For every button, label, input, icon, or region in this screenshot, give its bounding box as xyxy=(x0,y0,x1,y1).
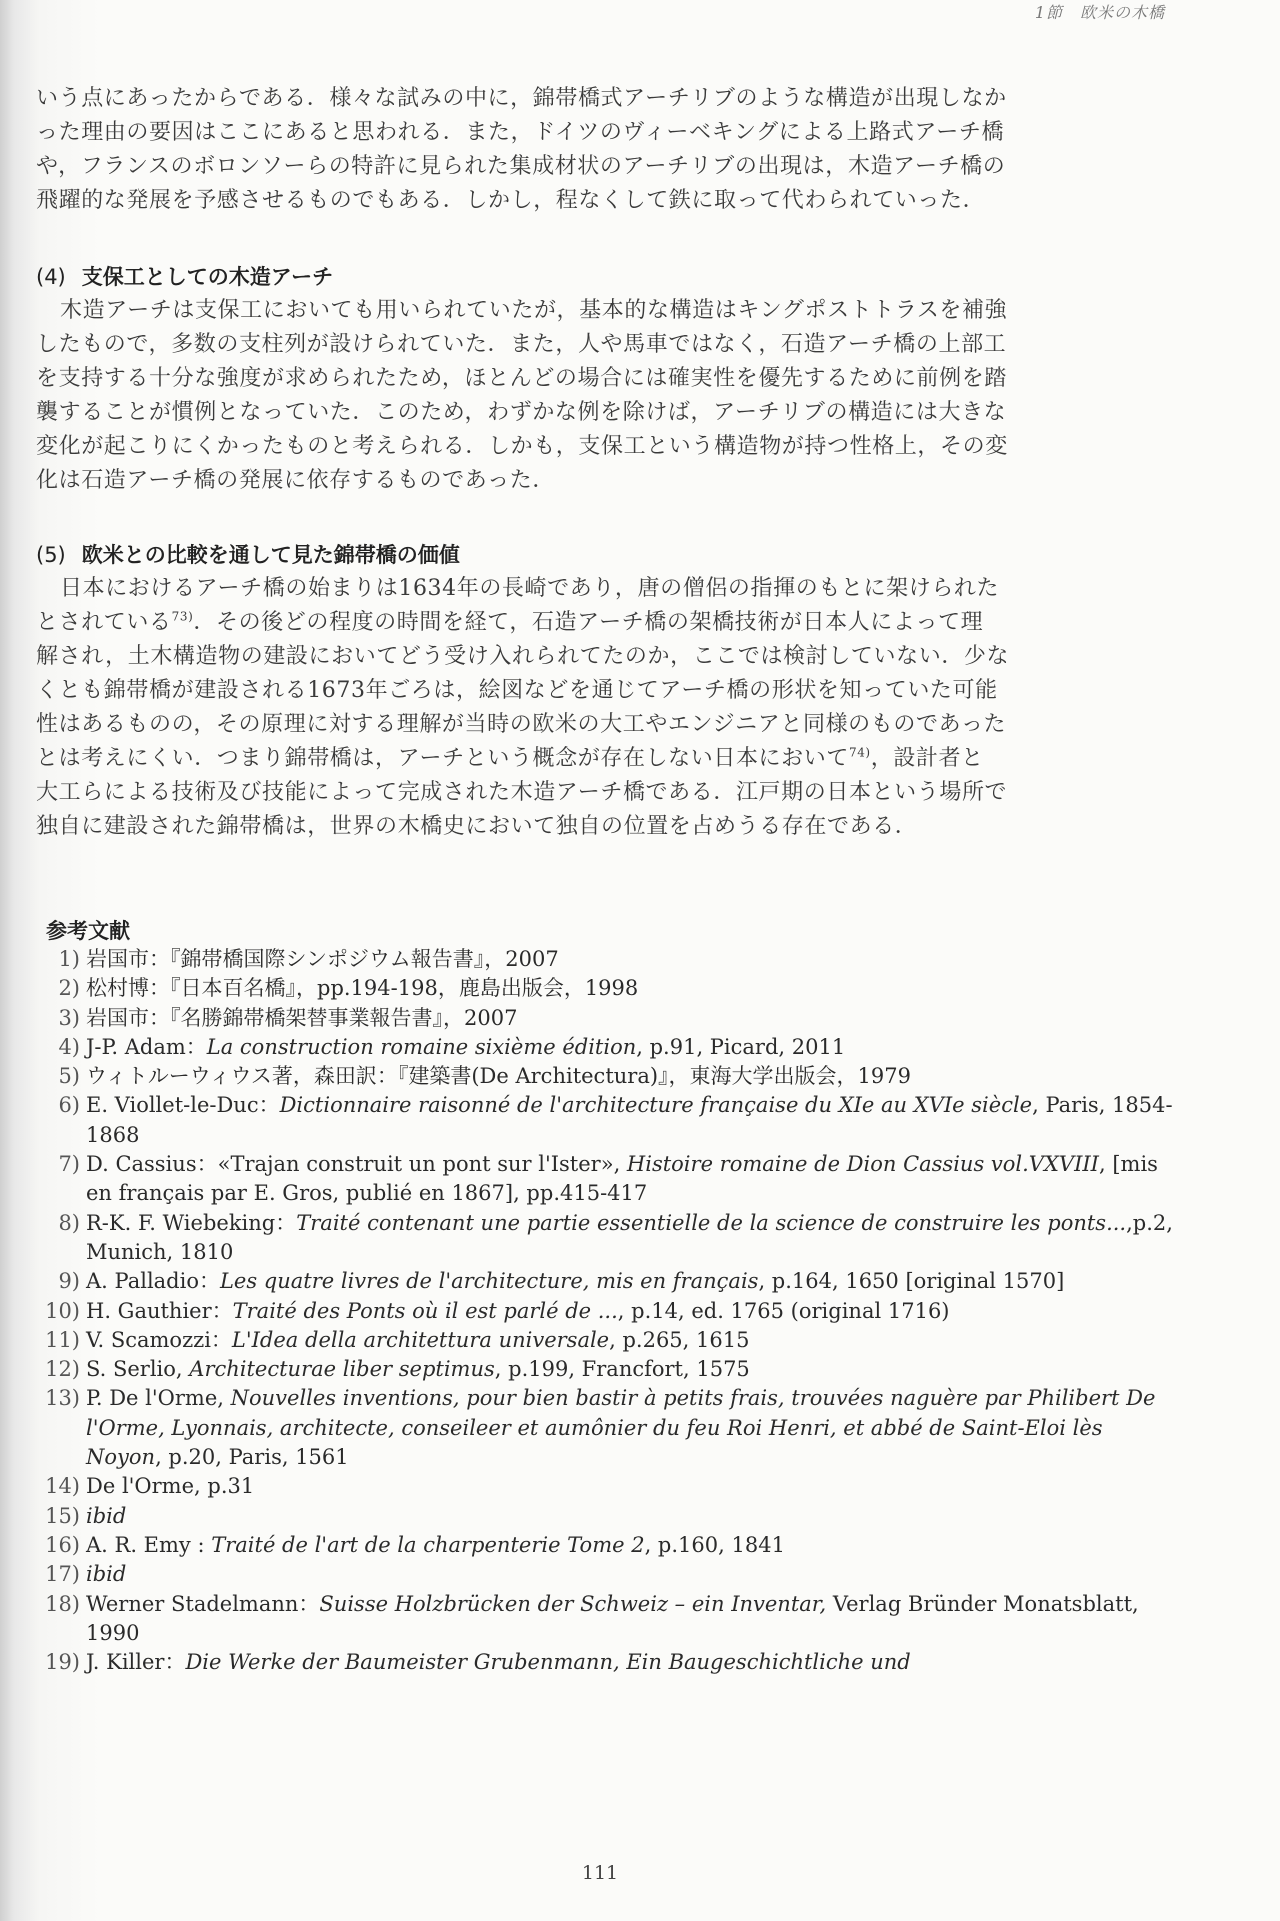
reference-number: 8) xyxy=(58,1210,80,1235)
reference-text xyxy=(86,1502,1176,1531)
text-line: したもので，多数の支柱列が設けられていた．また，人や馬車ではなく，石造アーチ橋の上部工 xyxy=(36,332,1007,357)
reference-part: S. Serlio, xyxy=(86,1357,190,1382)
footnote-ref: 74) xyxy=(848,745,871,760)
reference-part: E. Viollet-le-Duc： xyxy=(86,1093,280,1118)
reference-part: 岩国市：『名勝錦帯橋架替事業報告書』，2007 xyxy=(86,1005,518,1030)
section-heading xyxy=(36,540,1156,570)
reference-number: 5) xyxy=(58,1064,80,1089)
text-line: 大工らによる技術及び技能によって完成された木造アーチ橋である．江戸期の日本という場所で xyxy=(36,780,1008,805)
text-line: 性はあるものの，その原理に対する理解が当時の欧米の大工やエンジニアと同様のものであった xyxy=(36,712,1007,737)
reference-part: P. De l'Orme, xyxy=(86,1386,231,1411)
reference-title: Traité de l'art de la charpenterie Tome 2 xyxy=(211,1532,645,1557)
reference-text xyxy=(86,945,1176,974)
reference-text xyxy=(86,1560,1176,1589)
reference-part: V. Scamozzi： xyxy=(86,1327,232,1352)
reference-item xyxy=(36,1004,1176,1033)
reference-item xyxy=(36,1297,1176,1326)
reference-item xyxy=(36,1648,1176,1677)
text-line: 変化が起こりにくかったものと考えられる．しかも，支保工という構造物が持つ性格上，その変 xyxy=(36,434,1008,459)
reference-part: ウィトルーウィウス著，森田訳：『建築書(De Architectura)』，東海大学出版会，1979 xyxy=(86,1064,911,1089)
reference-text xyxy=(86,1472,1176,1501)
reference-text xyxy=(86,1531,1176,1560)
reference-text xyxy=(86,1209,1176,1268)
reference-title: ibid xyxy=(86,1503,127,1528)
reference-part: , p.265, 1615 xyxy=(609,1327,750,1352)
section-heading xyxy=(36,262,1156,292)
section-number: (5) xyxy=(36,543,66,567)
references-heading: 参考文献 xyxy=(46,919,130,943)
reference-number: 3) xyxy=(58,1005,80,1030)
text-line: いう点にあったからである．様々な試みの中に，錦帯橋式アーチリブのような構造が出現しなか xyxy=(36,86,1007,111)
reference-title: Traité contenant une partie essentielle de la science de construire les ponts... xyxy=(296,1210,1127,1235)
reference-title: Architecturae liber septimus xyxy=(189,1357,495,1382)
text-line: くとも錦帯橋が建設される1673年ごろは，絵図などを通じてアーチ橋の形状を知っていた可能 xyxy=(36,678,998,703)
reference-item xyxy=(36,1531,1176,1560)
section-5 xyxy=(36,540,1156,844)
reference-title: L'Idea della architettura universale xyxy=(231,1327,610,1352)
section-number: (4) xyxy=(36,265,66,289)
reference-number: 1) xyxy=(58,947,80,971)
reference-number: 10) xyxy=(45,1298,80,1323)
reference-text xyxy=(86,1648,1176,1677)
text-line: 独自に建設された錦帯橋は，世界の木橋史において独自の位置を占めうる存在である． xyxy=(36,814,918,839)
text-line: を支持する十分な強度が求められたため，ほとんどの場合には確実性を優先するために前例を踏 xyxy=(36,366,1007,391)
reference-item xyxy=(36,1033,1176,1062)
reference-text xyxy=(86,1267,1176,1296)
page-number: 111 xyxy=(581,1862,619,1884)
reference-item xyxy=(36,945,1176,974)
text-line: とは考えにくい．つまり錦帯橋は，アーチという概念が存在しない日本において$^{74)}$，設計者と xyxy=(36,745,984,771)
reference-part: , p.160, 1841 xyxy=(644,1532,785,1557)
reference-number: 2) xyxy=(58,976,80,1001)
reference-number: 18) xyxy=(45,1591,80,1616)
reference-part: ,p.2, Munich, 1810 xyxy=(86,1210,1173,1264)
reference-title: Les quatre livres de l'architecture, mis en français xyxy=(219,1269,759,1294)
reference-part: 松村博：『日本百名橋』，pp.194-198，鹿島出版会，1998 xyxy=(86,976,639,1001)
reference-item xyxy=(36,1472,1176,1501)
text-line: 日本におけるアーチ橋の始まりは1634年の長崎であり，唐の僧侶の指揮のもとに架けられた xyxy=(60,576,1000,601)
section-title: 支保工としての木造アーチ xyxy=(81,265,334,289)
reference-text xyxy=(86,1384,1176,1472)
reference-part: A. Palladio： xyxy=(86,1269,220,1294)
reference-item xyxy=(36,1590,1176,1649)
running-head: 1節 欧米の木橋 xyxy=(1034,3,1165,22)
reference-item xyxy=(36,1209,1176,1268)
reference-item xyxy=(36,1062,1176,1091)
text-line: とされている$^{73)}$．その後どの程度の時間を経て，石造アーチ橋の架橋技術が日本人によって理 xyxy=(36,609,984,635)
reference-number: 11) xyxy=(45,1327,80,1352)
reference-part: , p.20, Paris, 1561 xyxy=(155,1445,349,1470)
section-4 xyxy=(36,262,1156,498)
reference-item xyxy=(36,1267,1176,1296)
reference-part: , p.14, ed. 1765 (original 1716) xyxy=(617,1298,950,1323)
reference-text xyxy=(86,1004,1176,1033)
reference-number: 16) xyxy=(45,1532,80,1557)
reference-part: , Paris, 1854-1868 xyxy=(86,1093,1173,1147)
reference-item xyxy=(36,1326,1176,1355)
reference-part: , [mis en français par E. Gros, publié en 1867], pp.415-417 xyxy=(86,1152,1158,1206)
reference-part: 岩国市：『錦帯橋国際シンポジウム報告書』，2007 xyxy=(86,947,559,971)
reference-text xyxy=(86,1150,1176,1209)
reference-number: 4) xyxy=(58,1034,80,1059)
reference-part: H. Gauthier： xyxy=(86,1298,233,1323)
intro-paragraph xyxy=(36,82,1156,218)
reference-title: Dictionnaire raisonné de l'architecture française du XIe au XVIe siècle xyxy=(279,1093,1033,1118)
reference-number: 14) xyxy=(45,1474,80,1499)
reference-title: La construction romaine sixième édition xyxy=(206,1034,637,1059)
reference-text xyxy=(86,1590,1176,1649)
reference-number: 13) xyxy=(45,1386,80,1411)
reference-part: J. Killer： xyxy=(86,1650,186,1675)
reference-part: A. R. Emy : xyxy=(86,1532,212,1557)
footnote-ref: 73) xyxy=(171,609,194,624)
reference-title: Nouvelles inventions, pour bien bastir à petits frais, trouvées naguère par Philibert De l'Orme, Lyonnais, architecte, conseileer et aumônier du feu Roi Henri, et abbé de Saint-Eloi lès Noyon xyxy=(86,1386,1156,1470)
text-line: 襲することが慣例となっていた．このため，わずかな例を除けば，アーチリブの構造には大きな xyxy=(36,400,1007,425)
references-list xyxy=(36,945,1176,1677)
reference-number: 9) xyxy=(58,1269,80,1294)
text-line: った理由の要因はここにあると思われる．また，ドイツのヴィーベキングによる上路式アーチ橋 xyxy=(36,120,1005,145)
text-line: 飛躍的な発展を予感させるものでもある．しかし，程なくして鉄に取って代わられていった． xyxy=(36,188,986,213)
reference-title: Histoire romaine de Dion Cassius vol.VXVIII xyxy=(626,1152,1099,1177)
reference-item xyxy=(36,1355,1176,1384)
reference-part: R-K. F. Wiebeking： xyxy=(86,1210,297,1235)
reference-item xyxy=(36,1384,1176,1472)
reference-part: , p.164, 1650 [original 1570] xyxy=(758,1269,1065,1294)
reference-text xyxy=(86,974,1176,1003)
text-line: 木造アーチは支保工においても用いられていたが，基本的な構造はキングポストトラスを補強 xyxy=(60,298,1008,323)
reference-item xyxy=(36,1560,1176,1589)
reference-text xyxy=(86,1091,1176,1150)
text-line: 化は石造アーチ橋の発展に依存するものであった． xyxy=(36,468,555,493)
reference-number: 17) xyxy=(45,1562,80,1587)
reference-item xyxy=(36,1150,1176,1209)
reference-part: J-P. Adam： xyxy=(86,1034,207,1059)
reference-number: 19) xyxy=(45,1650,80,1675)
reference-item xyxy=(36,1091,1176,1150)
section-title: 欧米との比較を通して見た錦帯橋の価値 xyxy=(81,543,460,567)
text-line: や，フランスのボロンソーらの特許に見られた集成材状のアーチリブの出現は，木造アーチ橋の xyxy=(36,154,1006,179)
reference-part: D. Cassius：«Trajan construit un pont sur l'Ister», xyxy=(86,1152,627,1177)
reference-number: 7) xyxy=(58,1152,80,1177)
reference-text xyxy=(86,1297,1176,1326)
reference-title: Suisse Holzbrücken der Schweiz – ein Inventar, xyxy=(319,1591,827,1616)
reference-part: Verlag Bründer Monatsblatt, 1990 xyxy=(86,1591,1139,1645)
reference-item xyxy=(36,1502,1176,1531)
reference-text xyxy=(86,1355,1176,1384)
reference-part: , p.91, Picard, 2011 xyxy=(636,1034,846,1059)
reference-part: Werner Stadelmann： xyxy=(86,1591,320,1616)
reference-part: , p.199, Francfort, 1575 xyxy=(494,1357,750,1382)
text-line: 解され，土木構造物の建設においてどう受け入れられてたのか，ここでは検討していない．少な xyxy=(36,644,1010,669)
reference-number: 12) xyxy=(45,1357,80,1382)
reference-text xyxy=(86,1033,1176,1062)
reference-item xyxy=(36,974,1176,1003)
reference-title: Traité des Ponts où il est parlé de ... xyxy=(232,1298,618,1323)
reference-number: 6) xyxy=(58,1093,80,1118)
reference-number: 15) xyxy=(45,1503,80,1528)
reference-title: Die Werke der Baumeister Grubenmann, Ein Baugeschichtliche und xyxy=(185,1650,911,1675)
reference-title: ibid xyxy=(86,1562,127,1587)
reference-text xyxy=(86,1062,1176,1091)
reference-text xyxy=(86,1326,1176,1355)
reference-part: De l'Orme, p.31 xyxy=(86,1474,255,1499)
